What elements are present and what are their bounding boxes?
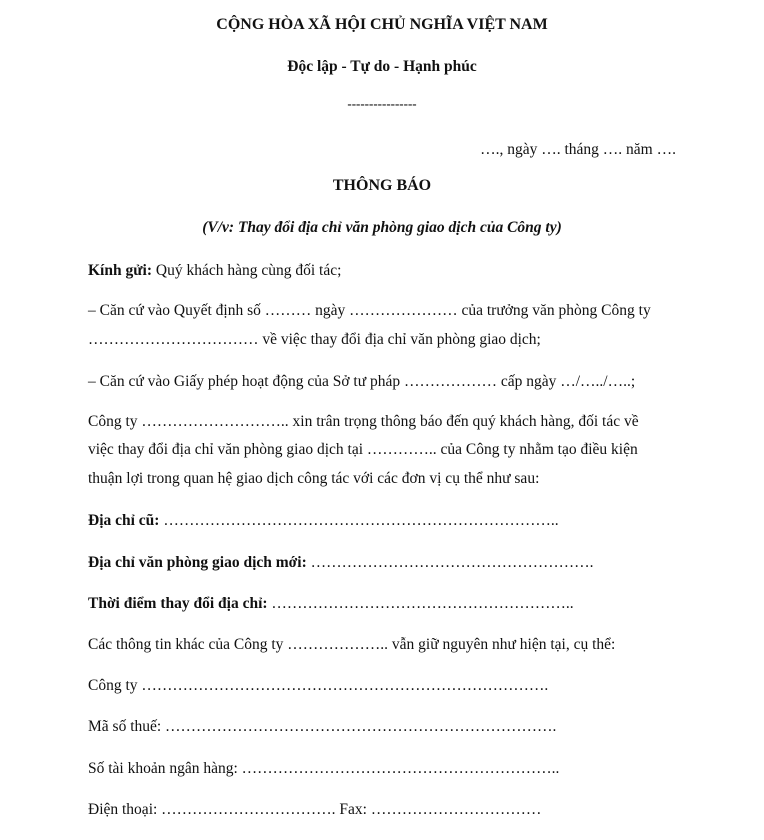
new-address-label: Địa chỉ văn phòng giao dịch mới: [88, 554, 307, 571]
recipient-line [88, 261, 341, 281]
recipient-label: Kính gửi: [88, 262, 152, 279]
document-subject: (V/v: Thay đổi địa chỉ văn phòng giao dịch của Công ty) [202, 219, 562, 236]
other-info-line: Các thông tin khác của Công ty ……………….. vẫn giữ nguyên như hiện tại, cụ thể: [88, 636, 616, 653]
national-motto: Độc lập - Tự do - Hạnh phúc [287, 58, 477, 75]
change-time-label: Thời điểm thay đổi địa chỉ: [88, 595, 268, 612]
tax-code-line: Mã số thuế: …………………………………………………………………. [88, 718, 557, 735]
old-address-label: Địa chỉ cũ: [88, 512, 160, 529]
document-title: THÔNG BÁO [332, 177, 432, 194]
bank-account-line: Số tài khoản ngân hàng: …………………………………………………….. [88, 760, 560, 777]
change-time-line [88, 594, 574, 614]
basis-line-3: – Căn cứ vào Giấy phép hoạt động của Sở tư pháp ……………… cấp ngày …/…../…..; [88, 373, 636, 390]
recipient-value: Quý khách hàng cùng đối tác; [152, 262, 342, 279]
body-line-1: Công ty ……………………….. xin trân trọng thông báo đến quý khách hàng, đối tác về [88, 413, 639, 430]
new-address-line [88, 553, 593, 573]
national-header: CỘNG HÒA XÃ HỘI CHỦ NGHĨA VIỆT NAM [216, 16, 548, 33]
header-divider: ---------------- [347, 96, 417, 111]
date-line: …., ngày …. tháng …. năm …. [480, 141, 676, 158]
company-line: Công ty ……………………………………………………………………. [88, 677, 549, 694]
old-address-line [88, 511, 559, 531]
body-line-3: thuận lợi trong quan hệ giao dịch công tác với các đơn vị cụ thể như sau: [88, 470, 540, 487]
change-time-value: ………………………………………………….. [267, 595, 574, 612]
basis-line-2: …………………………… về việc thay đổi địa chỉ văn phòng giao dịch; [88, 331, 541, 348]
old-address-value: ………………………………………………………………….. [159, 512, 559, 529]
body-line-2: việc thay đổi địa chỉ văn phòng giao dịch tại ………….. của Công ty nhằm tạo điều kiện [88, 441, 638, 458]
new-address-value: ………………………………………………. [306, 554, 594, 571]
phone-fax-line: Điện thoại: ……………………………. Fax: …………………………… [88, 801, 542, 818]
basis-line-1: – Căn cứ vào Quyết định số ……… ngày ………………… của trưởng văn phòng Công ty [88, 302, 651, 319]
